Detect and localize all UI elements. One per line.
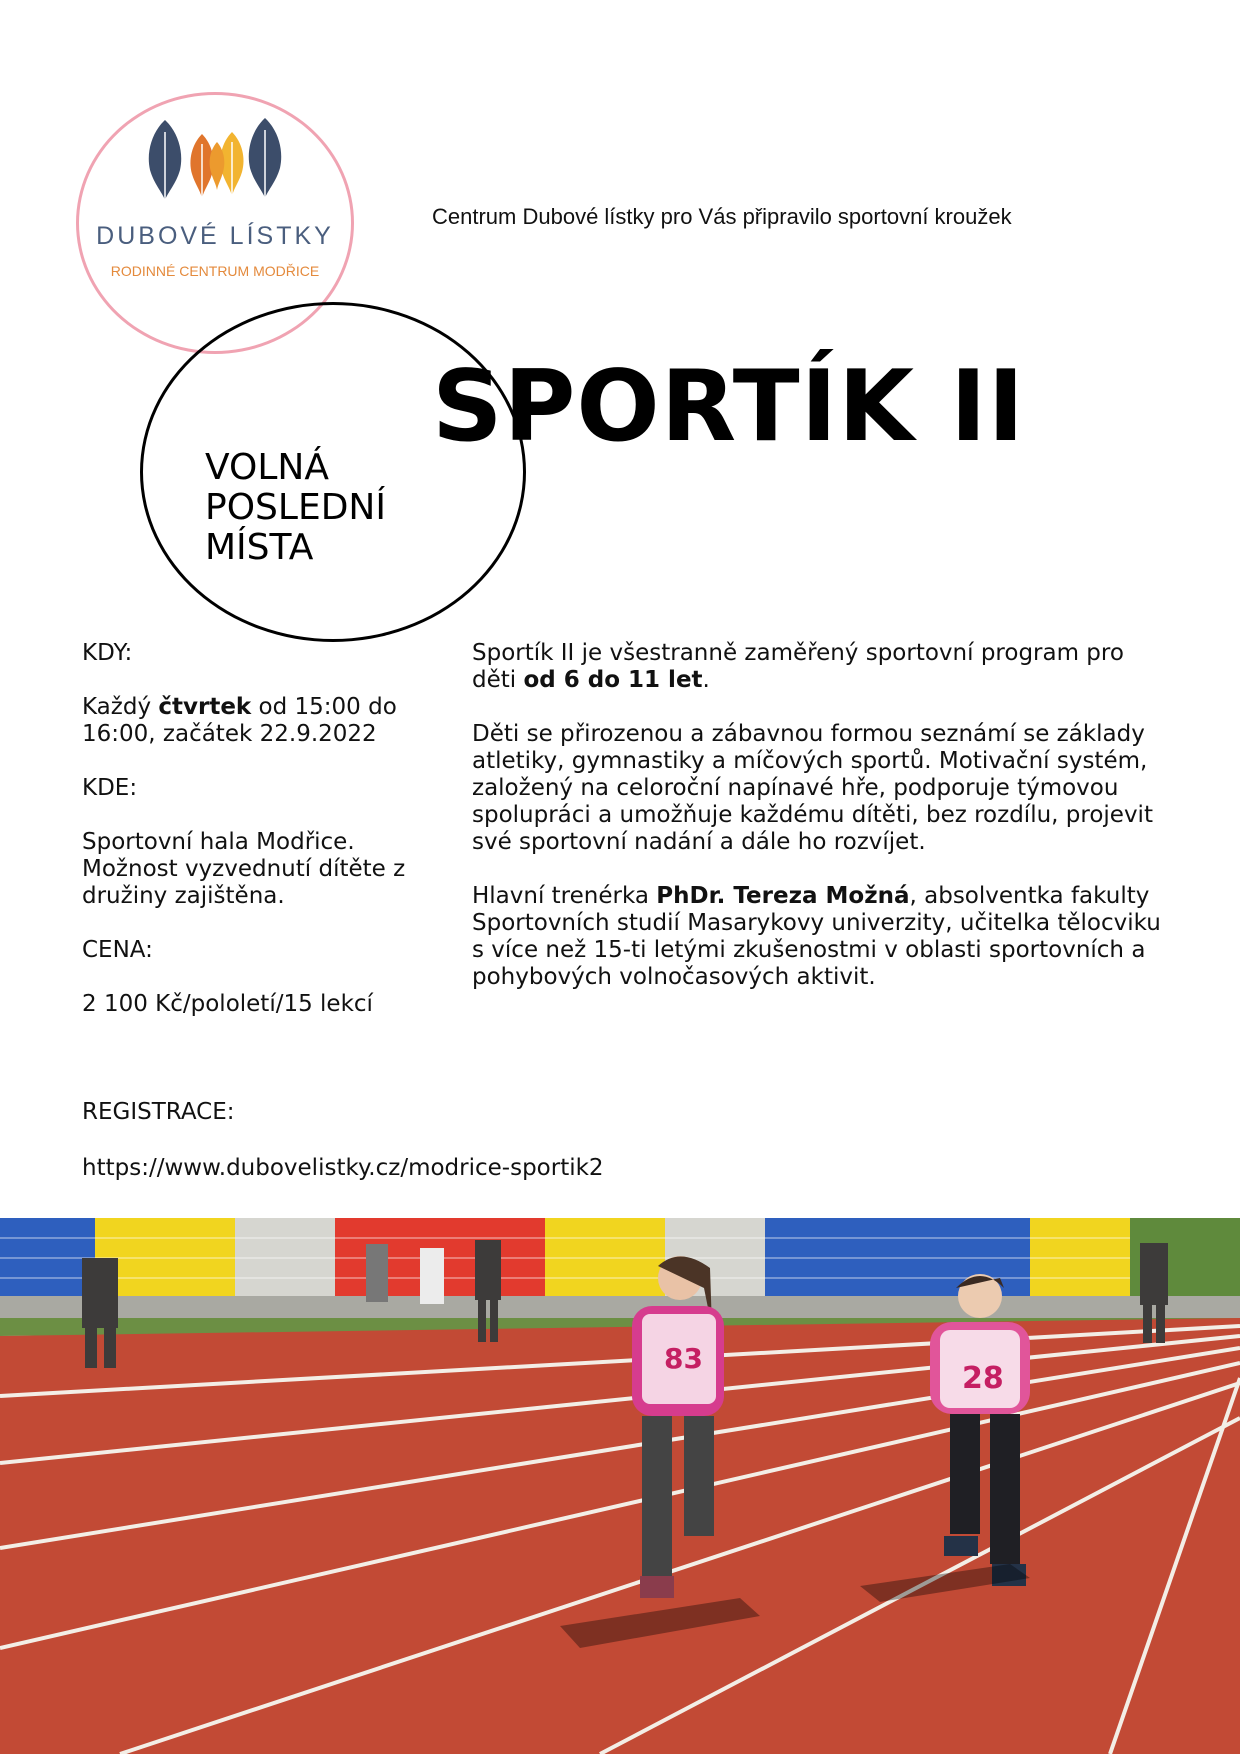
where-label: KDE: xyxy=(82,775,138,801)
free-places-badge xyxy=(205,448,386,568)
badge-line-1: VOLNÁ xyxy=(205,447,329,488)
badge-line-3: MÍSTA xyxy=(205,527,314,568)
intro-text: Centrum Dubové lístky pro Vás připravilo sportovní kroužek xyxy=(432,204,1012,229)
description-paragraph-1: Sportík II je všestranně zaměřený sportovní program pro děti od 6 do 11 let. xyxy=(472,640,1124,693)
registration-label: REGISTRACE: xyxy=(82,1099,235,1125)
price-text: 2 100 Kč/pololetí/15 lekcí xyxy=(82,991,373,1017)
logo-name: DUBOVÉ LÍSTKY xyxy=(96,222,334,250)
coach-name: PhDr. Tereza Možná xyxy=(656,883,910,909)
description-column xyxy=(472,640,1172,991)
svg-text:83: 83 xyxy=(664,1342,703,1375)
where-text: Sportovní hala Modřice. Možnost vyzvednutí dítěte z družiny zajištěna. xyxy=(82,829,406,909)
price-label: CENA: xyxy=(82,937,153,963)
badge-line-2: POSLEDNÍ xyxy=(205,487,386,528)
when-day: čtvrtek xyxy=(158,694,252,720)
svg-text:28: 28 xyxy=(962,1361,1004,1396)
registration-link[interactable]: https://www.dubovelistky.cz/modrice-sportik2 xyxy=(82,1155,604,1181)
description-paragraph-2: Děti se přirozenou a zábavnou formou seznámí se základy atletiky, gymnastiky a míčových sportů. Motivační systém, založený na celoroční napínavé hře, podporuje týmovou spolupráci a umožňuje každému dítěti, bez rozdílu, projevit své sportovní nadání a dále ho rozvíjet. xyxy=(472,721,1153,855)
running-track-photo xyxy=(0,1218,1240,1754)
when-label: KDY: xyxy=(82,640,133,666)
oak-leaves-logo-icon xyxy=(140,112,300,212)
details-column xyxy=(82,640,427,1018)
logo-subtitle: RODINNÉ CENTRUM MODŘICE xyxy=(110,263,320,279)
description-paragraph-3: Hlavní trenérka PhDr. Tereza Možná, absolventka fakulty Sportovních studií Masarykovy univerzity, učitelka tělocviku s více než 15-ti letými zkušenostmi v oblasti sportovních a pohybových volnočasových aktivit. xyxy=(472,883,1161,990)
when-text: Každý čtvrtek od 15:00 do 16:00, začátek 22.9.2022 xyxy=(82,694,397,747)
page-title: SPORTÍK II xyxy=(432,350,1026,464)
